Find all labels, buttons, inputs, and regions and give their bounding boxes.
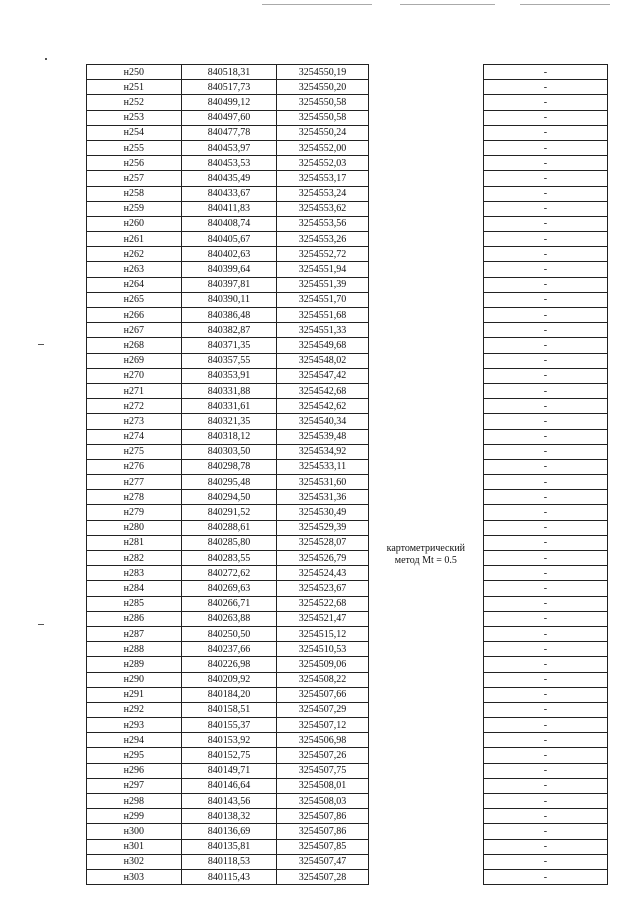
table-row — [87, 869, 608, 884]
dash-cell: - — [483, 368, 607, 383]
scan-artifact-line — [262, 4, 372, 5]
x-coordinate-cell: 840382,87 — [181, 323, 277, 338]
table-row — [87, 368, 608, 383]
x-coordinate-cell: 840285,80 — [181, 535, 277, 550]
x-coordinate-cell: 840136,69 — [181, 824, 277, 839]
dash-cell: - — [483, 459, 607, 474]
y-coordinate-cell: 3254548,02 — [277, 353, 369, 368]
y-coordinate-cell: 3254509,06 — [277, 657, 369, 672]
x-coordinate-cell: 840318,12 — [181, 429, 277, 444]
table-row — [87, 657, 608, 672]
x-coordinate-cell: 840283,55 — [181, 551, 277, 566]
point-id-cell: н281 — [87, 535, 182, 550]
point-id-cell: н296 — [87, 763, 182, 778]
method-text — [369, 543, 483, 567]
dash-cell: - — [483, 794, 607, 809]
dash-cell: - — [483, 551, 607, 566]
dash-cell: - — [483, 399, 607, 414]
point-id-cell: н255 — [87, 140, 182, 155]
point-id-cell: н283 — [87, 566, 182, 581]
point-id-cell: н285 — [87, 596, 182, 611]
point-id-cell: н289 — [87, 657, 182, 672]
point-id-cell: н268 — [87, 338, 182, 353]
x-coordinate-cell: 840357,55 — [181, 353, 277, 368]
x-coordinate-cell: 840390,11 — [181, 292, 277, 307]
dash-cell: - — [483, 262, 607, 277]
dash-cell: - — [483, 748, 607, 763]
y-coordinate-cell: 3254507,75 — [277, 763, 369, 778]
y-coordinate-cell: 3254528,07 — [277, 535, 369, 550]
y-coordinate-cell: 3254550,19 — [277, 65, 369, 80]
x-coordinate-cell: 840303,50 — [181, 444, 277, 459]
table-row — [87, 839, 608, 854]
x-coordinate-cell: 840397,81 — [181, 277, 277, 292]
table-row — [87, 201, 608, 216]
table-row — [87, 459, 608, 474]
x-coordinate-cell: 840408,74 — [181, 216, 277, 231]
dash-cell: - — [483, 171, 607, 186]
x-coordinate-cell: 840298,78 — [181, 459, 277, 474]
point-id-cell: н277 — [87, 475, 182, 490]
x-coordinate-cell: 840250,50 — [181, 626, 277, 641]
dash-cell: - — [483, 95, 607, 110]
table-row — [87, 551, 608, 566]
y-coordinate-cell: 3254506,98 — [277, 733, 369, 748]
point-id-cell: н279 — [87, 505, 182, 520]
dash-cell: - — [483, 702, 607, 717]
dash-cell: - — [483, 672, 607, 687]
y-coordinate-cell: 3254533,11 — [277, 459, 369, 474]
y-coordinate-cell: 3254507,47 — [277, 854, 369, 869]
table-row — [87, 399, 608, 414]
y-coordinate-cell: 3254507,86 — [277, 824, 369, 839]
dash-cell: - — [483, 247, 607, 262]
x-coordinate-cell: 840149,71 — [181, 763, 277, 778]
table-row — [87, 824, 608, 839]
point-id-cell: н266 — [87, 308, 182, 323]
dash-cell: - — [483, 733, 607, 748]
scan-artifact-line — [400, 4, 495, 5]
y-coordinate-cell: 3254510,53 — [277, 642, 369, 657]
x-coordinate-cell: 840371,35 — [181, 338, 277, 353]
point-id-cell: н275 — [87, 444, 182, 459]
table-row — [87, 338, 608, 353]
point-id-cell: н263 — [87, 262, 182, 277]
x-coordinate-cell: 840226,98 — [181, 657, 277, 672]
y-coordinate-cell: 3254550,20 — [277, 80, 369, 95]
dash-cell: - — [483, 718, 607, 733]
y-coordinate-cell: 3254508,22 — [277, 672, 369, 687]
y-coordinate-cell: 3254551,33 — [277, 323, 369, 338]
scan-artifact-line — [520, 4, 610, 5]
point-id-cell: н288 — [87, 642, 182, 657]
y-coordinate-cell: 3254542,68 — [277, 383, 369, 398]
y-coordinate-cell: 3254542,62 — [277, 399, 369, 414]
table-row — [87, 854, 608, 869]
point-id-cell: н301 — [87, 839, 182, 854]
table-row — [87, 247, 608, 262]
x-coordinate-cell: 840138,32 — [181, 809, 277, 824]
table-row — [87, 308, 608, 323]
x-coordinate-cell: 840269,63 — [181, 581, 277, 596]
table-row — [87, 505, 608, 520]
point-id-cell: н274 — [87, 429, 182, 444]
y-coordinate-cell: 3254550,24 — [277, 125, 369, 140]
table-row — [87, 733, 608, 748]
coordinates-table — [86, 64, 608, 885]
y-coordinate-cell: 3254507,66 — [277, 687, 369, 702]
y-coordinate-cell: 3254552,72 — [277, 247, 369, 262]
y-coordinate-cell: 3254552,00 — [277, 140, 369, 155]
y-coordinate-cell: 3254507,12 — [277, 718, 369, 733]
table-row — [87, 520, 608, 535]
y-coordinate-cell: 3254526,79 — [277, 551, 369, 566]
y-coordinate-cell: 3254515,12 — [277, 626, 369, 641]
point-id-cell: н295 — [87, 748, 182, 763]
point-id-cell: н271 — [87, 383, 182, 398]
table-row — [87, 596, 608, 611]
dash-cell: - — [483, 763, 607, 778]
y-coordinate-cell: 3254553,56 — [277, 216, 369, 231]
point-id-cell: н258 — [87, 186, 182, 201]
table-row — [87, 383, 608, 398]
x-coordinate-cell: 840158,51 — [181, 702, 277, 717]
y-coordinate-cell: 3254507,29 — [277, 702, 369, 717]
dash-cell: - — [483, 308, 607, 323]
point-id-cell: н273 — [87, 414, 182, 429]
dash-cell: - — [483, 201, 607, 216]
x-coordinate-cell: 840402,63 — [181, 247, 277, 262]
x-coordinate-cell: 840152,75 — [181, 748, 277, 763]
x-coordinate-cell: 840405,67 — [181, 232, 277, 247]
table-row — [87, 687, 608, 702]
point-id-cell: н293 — [87, 718, 182, 733]
table-row — [87, 95, 608, 110]
method-line-1: картометрический — [386, 542, 466, 554]
y-coordinate-cell: 3254508,01 — [277, 778, 369, 793]
table-row — [87, 140, 608, 155]
x-coordinate-cell: 840433,67 — [181, 186, 277, 201]
dash-cell: - — [483, 581, 607, 596]
dash-cell: - — [483, 475, 607, 490]
y-coordinate-cell: 3254523,67 — [277, 581, 369, 596]
y-coordinate-cell: 3254553,24 — [277, 186, 369, 201]
x-coordinate-cell: 840497,60 — [181, 110, 277, 125]
dash-cell: - — [483, 292, 607, 307]
x-coordinate-cell: 840237,66 — [181, 642, 277, 657]
table-row — [87, 611, 608, 626]
dash-cell: - — [483, 65, 607, 80]
y-coordinate-cell: 3254553,62 — [277, 201, 369, 216]
y-coordinate-cell: 3254531,36 — [277, 490, 369, 505]
y-coordinate-cell: 3254551,70 — [277, 292, 369, 307]
point-id-cell: н291 — [87, 687, 182, 702]
y-coordinate-cell: 3254534,92 — [277, 444, 369, 459]
dash-cell: - — [483, 338, 607, 353]
point-id-cell: н259 — [87, 201, 182, 216]
table-row — [87, 581, 608, 596]
dash-cell: - — [483, 566, 607, 581]
x-coordinate-cell: 840453,53 — [181, 156, 277, 171]
table-row — [87, 718, 608, 733]
method-cell — [368, 65, 483, 885]
dash-cell: - — [483, 80, 607, 95]
dash-cell: - — [483, 687, 607, 702]
coordinates-table-body — [87, 65, 608, 885]
point-id-cell: н251 — [87, 80, 182, 95]
x-coordinate-cell: 840399,64 — [181, 262, 277, 277]
table-row — [87, 748, 608, 763]
x-coordinate-cell: 840295,48 — [181, 475, 277, 490]
point-id-cell: н286 — [87, 611, 182, 626]
x-coordinate-cell: 840294,50 — [181, 490, 277, 505]
point-id-cell: н256 — [87, 156, 182, 171]
point-id-cell: н257 — [87, 171, 182, 186]
dash-cell: - — [483, 110, 607, 125]
table-row — [87, 277, 608, 292]
point-id-cell: н250 — [87, 65, 182, 80]
x-coordinate-cell: 840331,61 — [181, 399, 277, 414]
dash-cell: - — [483, 869, 607, 884]
dash-cell: - — [483, 444, 607, 459]
table-row — [87, 125, 608, 140]
dash-cell: - — [483, 809, 607, 824]
table-row — [87, 216, 608, 231]
point-id-cell: н276 — [87, 459, 182, 474]
y-coordinate-cell: 3254530,49 — [277, 505, 369, 520]
point-id-cell: н287 — [87, 626, 182, 641]
y-coordinate-cell: 3254551,94 — [277, 262, 369, 277]
dash-cell: - — [483, 642, 607, 657]
y-coordinate-cell: 3254507,86 — [277, 809, 369, 824]
x-coordinate-cell: 840499,12 — [181, 95, 277, 110]
dash-cell: - — [483, 216, 607, 231]
method-line-2: метод Mt = 0.5 — [394, 554, 457, 566]
x-coordinate-cell: 840118,53 — [181, 854, 277, 869]
dash-cell: - — [483, 277, 607, 292]
dash-cell: - — [483, 383, 607, 398]
point-id-cell: н294 — [87, 733, 182, 748]
dash-cell: - — [483, 490, 607, 505]
point-id-cell: н272 — [87, 399, 182, 414]
y-coordinate-cell: 3254551,39 — [277, 277, 369, 292]
x-coordinate-cell: 840153,92 — [181, 733, 277, 748]
point-id-cell: н282 — [87, 551, 182, 566]
x-coordinate-cell: 840135,81 — [181, 839, 277, 854]
table-row — [87, 626, 608, 641]
x-coordinate-cell: 840288,61 — [181, 520, 277, 535]
table-row — [87, 292, 608, 307]
point-id-cell: н261 — [87, 232, 182, 247]
dash-cell: - — [483, 611, 607, 626]
y-coordinate-cell: 3254552,03 — [277, 156, 369, 171]
y-coordinate-cell: 3254521,47 — [277, 611, 369, 626]
point-id-cell: н302 — [87, 854, 182, 869]
y-coordinate-cell: 3254529,39 — [277, 520, 369, 535]
x-coordinate-cell: 840453,97 — [181, 140, 277, 155]
dash-cell: - — [483, 232, 607, 247]
y-coordinate-cell: 3254507,28 — [277, 869, 369, 884]
point-id-cell: н292 — [87, 702, 182, 717]
x-coordinate-cell: 840266,71 — [181, 596, 277, 611]
dash-cell: - — [483, 839, 607, 854]
x-coordinate-cell: 840435,49 — [181, 171, 277, 186]
point-id-cell: н278 — [87, 490, 182, 505]
x-coordinate-cell: 840272,62 — [181, 566, 277, 581]
dash-cell: - — [483, 353, 607, 368]
dash-cell: - — [483, 505, 607, 520]
table-row — [87, 156, 608, 171]
y-coordinate-cell: 3254553,17 — [277, 171, 369, 186]
point-id-cell: н252 — [87, 95, 182, 110]
point-id-cell: н267 — [87, 323, 182, 338]
table-row — [87, 702, 608, 717]
x-coordinate-cell: 840411,83 — [181, 201, 277, 216]
dash-cell: - — [483, 854, 607, 869]
y-coordinate-cell: 3254551,68 — [277, 308, 369, 323]
x-coordinate-cell: 840386,48 — [181, 308, 277, 323]
point-id-cell: н298 — [87, 794, 182, 809]
scan-speck — [38, 344, 44, 345]
point-id-cell: н269 — [87, 353, 182, 368]
y-coordinate-cell: 3254550,58 — [277, 110, 369, 125]
table-row — [87, 763, 608, 778]
dash-cell: - — [483, 429, 607, 444]
table-row — [87, 80, 608, 95]
dash-cell: - — [483, 535, 607, 550]
dash-cell: - — [483, 824, 607, 839]
x-coordinate-cell: 840115,43 — [181, 869, 277, 884]
y-coordinate-cell: 3254539,48 — [277, 429, 369, 444]
y-coordinate-cell: 3254540,34 — [277, 414, 369, 429]
x-coordinate-cell: 840155,37 — [181, 718, 277, 733]
table-row — [87, 566, 608, 581]
x-coordinate-cell: 840184,20 — [181, 687, 277, 702]
table-row — [87, 672, 608, 687]
y-coordinate-cell: 3254508,03 — [277, 794, 369, 809]
table-row — [87, 475, 608, 490]
point-id-cell: н262 — [87, 247, 182, 262]
table-row — [87, 186, 608, 201]
x-coordinate-cell: 840291,52 — [181, 505, 277, 520]
point-id-cell: н280 — [87, 520, 182, 535]
point-id-cell: н253 — [87, 110, 182, 125]
table-row — [87, 65, 608, 80]
scan-speck — [45, 58, 47, 60]
dash-cell: - — [483, 520, 607, 535]
point-id-cell: н265 — [87, 292, 182, 307]
point-id-cell: н300 — [87, 824, 182, 839]
y-coordinate-cell: 3254522,68 — [277, 596, 369, 611]
y-coordinate-cell: 3254553,26 — [277, 232, 369, 247]
x-coordinate-cell: 840353,91 — [181, 368, 277, 383]
x-coordinate-cell: 840477,78 — [181, 125, 277, 140]
point-id-cell: н290 — [87, 672, 182, 687]
point-id-cell: н299 — [87, 809, 182, 824]
table-row — [87, 353, 608, 368]
table-row — [87, 778, 608, 793]
scan-speck — [38, 624, 44, 625]
table-row — [87, 414, 608, 429]
point-id-cell: н260 — [87, 216, 182, 231]
table-row — [87, 794, 608, 809]
dash-cell: - — [483, 140, 607, 155]
point-id-cell: н303 — [87, 869, 182, 884]
y-coordinate-cell: 3254549,68 — [277, 338, 369, 353]
dash-cell: - — [483, 657, 607, 672]
x-coordinate-cell: 840209,92 — [181, 672, 277, 687]
x-coordinate-cell: 840321,35 — [181, 414, 277, 429]
dash-cell: - — [483, 156, 607, 171]
x-coordinate-cell: 840146,64 — [181, 778, 277, 793]
table-row — [87, 429, 608, 444]
y-coordinate-cell: 3254550,58 — [277, 95, 369, 110]
point-id-cell: н284 — [87, 581, 182, 596]
table-row — [87, 232, 608, 247]
point-id-cell: н254 — [87, 125, 182, 140]
y-coordinate-cell: 3254524,43 — [277, 566, 369, 581]
table-row — [87, 262, 608, 277]
y-coordinate-cell: 3254547,42 — [277, 368, 369, 383]
table-row — [87, 642, 608, 657]
table-row — [87, 323, 608, 338]
x-coordinate-cell: 840518,31 — [181, 65, 277, 80]
table-row — [87, 535, 608, 550]
table-row — [87, 110, 608, 125]
point-id-cell: н297 — [87, 778, 182, 793]
table-row — [87, 444, 608, 459]
dash-cell: - — [483, 186, 607, 201]
dash-cell: - — [483, 414, 607, 429]
x-coordinate-cell: 840517,73 — [181, 80, 277, 95]
dash-cell: - — [483, 323, 607, 338]
table-row — [87, 490, 608, 505]
table-row — [87, 809, 608, 824]
x-coordinate-cell: 840263,88 — [181, 611, 277, 626]
y-coordinate-cell: 3254507,85 — [277, 839, 369, 854]
point-id-cell: н270 — [87, 368, 182, 383]
y-coordinate-cell: 3254531,60 — [277, 475, 369, 490]
x-coordinate-cell: 840143,56 — [181, 794, 277, 809]
dash-cell: - — [483, 778, 607, 793]
dash-cell: - — [483, 626, 607, 641]
dash-cell: - — [483, 125, 607, 140]
y-coordinate-cell: 3254507,26 — [277, 748, 369, 763]
point-id-cell: н264 — [87, 277, 182, 292]
dash-cell: - — [483, 596, 607, 611]
table-row — [87, 171, 608, 186]
x-coordinate-cell: 840331,88 — [181, 383, 277, 398]
